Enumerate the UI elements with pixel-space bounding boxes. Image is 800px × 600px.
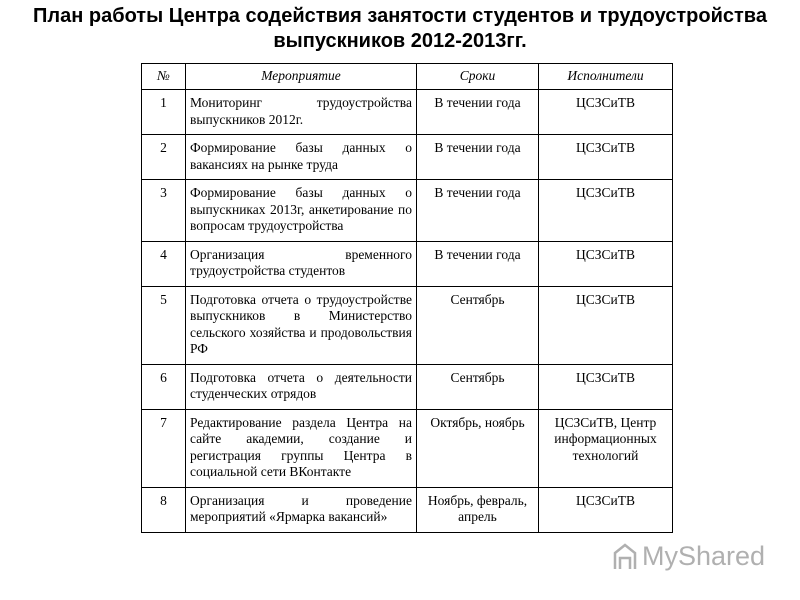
table-row xyxy=(142,241,673,286)
row-executor: ЦСЗСиТВ xyxy=(539,180,673,242)
table-row xyxy=(142,180,673,242)
row-number: 4 xyxy=(142,241,186,286)
table-row xyxy=(142,135,673,180)
row-term: В течении года xyxy=(417,135,539,180)
row-number: 7 xyxy=(142,409,186,487)
row-term: Сентябрь xyxy=(417,364,539,409)
row-term: Октябрь, ноябрь xyxy=(417,409,539,487)
row-number: 3 xyxy=(142,180,186,242)
table-row xyxy=(142,90,673,135)
myshared-watermark xyxy=(612,536,772,576)
row-event: Организация временного трудоустройства студентов xyxy=(186,241,417,286)
table-header-row xyxy=(142,64,673,90)
row-term: Ноябрь, февраль, апрель xyxy=(417,487,539,532)
plan-table xyxy=(141,63,673,533)
row-executor: ЦСЗСиТВ xyxy=(539,241,673,286)
row-number: 2 xyxy=(142,135,186,180)
row-executor: ЦСЗСиТВ, Центр информационных технологий xyxy=(539,409,673,487)
table-row xyxy=(142,364,673,409)
row-executor: ЦСЗСиТВ xyxy=(539,487,673,532)
row-executor: ЦСЗСиТВ xyxy=(539,90,673,135)
row-term: В течении года xyxy=(417,90,539,135)
row-term: Сентябрь xyxy=(417,286,539,364)
row-number: 6 xyxy=(142,364,186,409)
table-row xyxy=(142,409,673,487)
title-line-2: выпускников 2012-2013гг. xyxy=(273,30,527,52)
row-event: Подготовка отчета о деятельности студенческих отрядов xyxy=(186,364,417,409)
row-event: Формирование базы данных о выпускниках 2013г, анкетирование по вопросам трудоустройства xyxy=(186,180,417,242)
page-title xyxy=(10,4,790,54)
watermark-text: MyShared xyxy=(642,540,766,571)
row-executor: ЦСЗСиТВ xyxy=(539,364,673,409)
row-event: Организация и проведение мероприятий «Ярмарка вакансий» xyxy=(186,487,417,532)
table-row xyxy=(142,487,673,532)
row-event: Редактирование раздела Центра на сайте академии, создание и регистрация группы Центра в социальной сети ВКонтакте xyxy=(186,409,417,487)
row-event: Мониторинг трудоустройства выпускников 2012г. xyxy=(186,90,417,135)
row-term: В течении года xyxy=(417,180,539,242)
header-executor: Исполнители xyxy=(539,64,673,90)
plan-table-container xyxy=(141,63,672,533)
row-event: Формирование базы данных о вакансиях на рынке труда xyxy=(186,135,417,180)
myshared-logo-icon xyxy=(612,541,638,571)
table-row xyxy=(142,286,673,364)
row-number: 8 xyxy=(142,487,186,532)
header-number: № xyxy=(142,64,186,90)
title-line-1: План работы Центра содействия занятости студентов и трудоустройства xyxy=(33,5,767,27)
header-event: Мероприятие xyxy=(186,64,417,90)
row-number: 1 xyxy=(142,90,186,135)
row-executor: ЦСЗСиТВ xyxy=(539,286,673,364)
row-term: В течении года xyxy=(417,241,539,286)
row-executor: ЦСЗСиТВ xyxy=(539,135,673,180)
header-term: Сроки xyxy=(417,64,539,90)
row-event: Подготовка отчета о трудоустройстве выпускников в Министерство сельского хозяйства и продовольствия РФ xyxy=(186,286,417,364)
row-number: 5 xyxy=(142,286,186,364)
